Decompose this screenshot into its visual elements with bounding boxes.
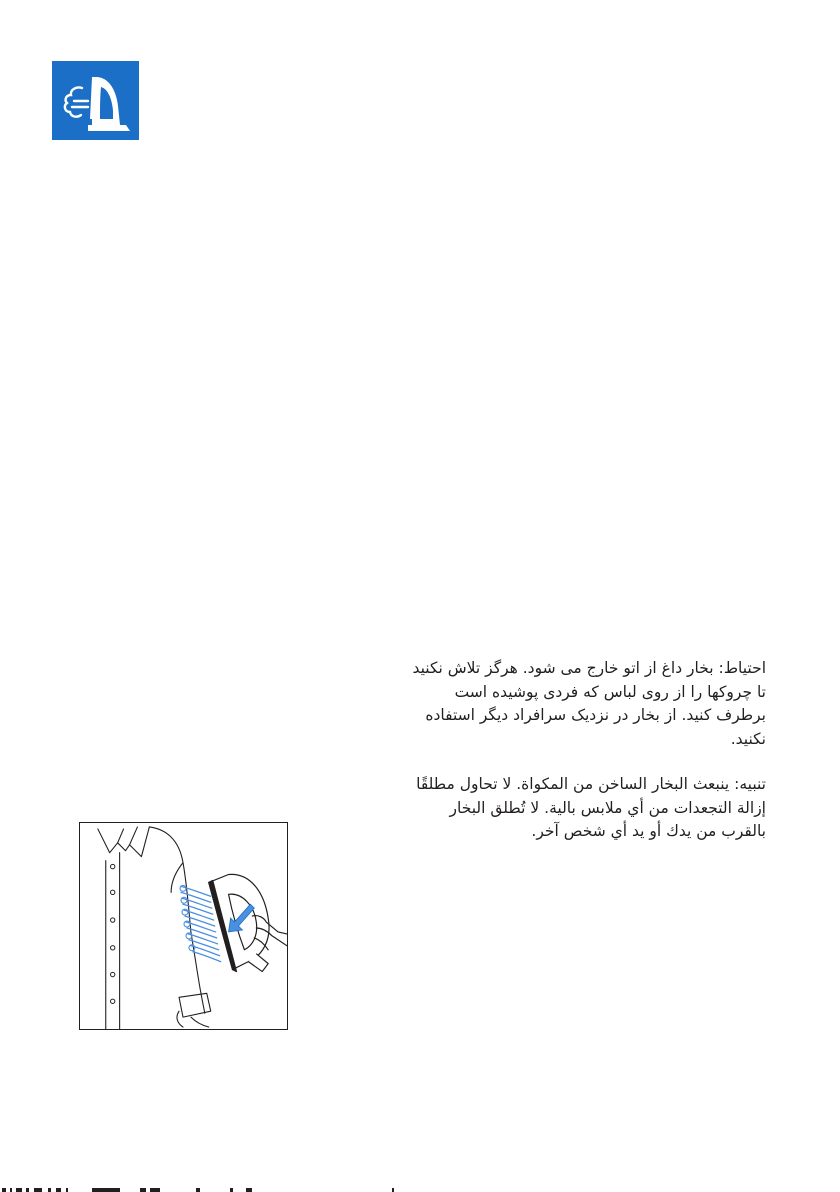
footer-print-marks — [0, 1186, 400, 1192]
vertical-steaming-illustration — [79, 822, 288, 1030]
steam-iron-logo — [52, 61, 139, 140]
shirt-steaming-icon — [80, 823, 287, 1029]
safety-warning-text — [400, 657, 766, 866]
steam-iron-icon — [52, 61, 139, 140]
warning-persian: احتیاط: بخار داغ از اتو خارج می شود. هرگز تلاش نکنید تا چروکها را از روی لباس که فردی پوشیده است برطرف کنید. از بخار در نزدیک سرافراد دیگر استفاده نکنید. — [412, 659, 766, 748]
warning-arabic: تنبيه: ينبعث البخار الساخن من المكواة. لا تحاول مطلقًا إزالة التجعدات من أي ملابس بالية. لا تُطلق البخار بالقرب من يدك أو يد أي شخص آخر. — [416, 775, 766, 840]
